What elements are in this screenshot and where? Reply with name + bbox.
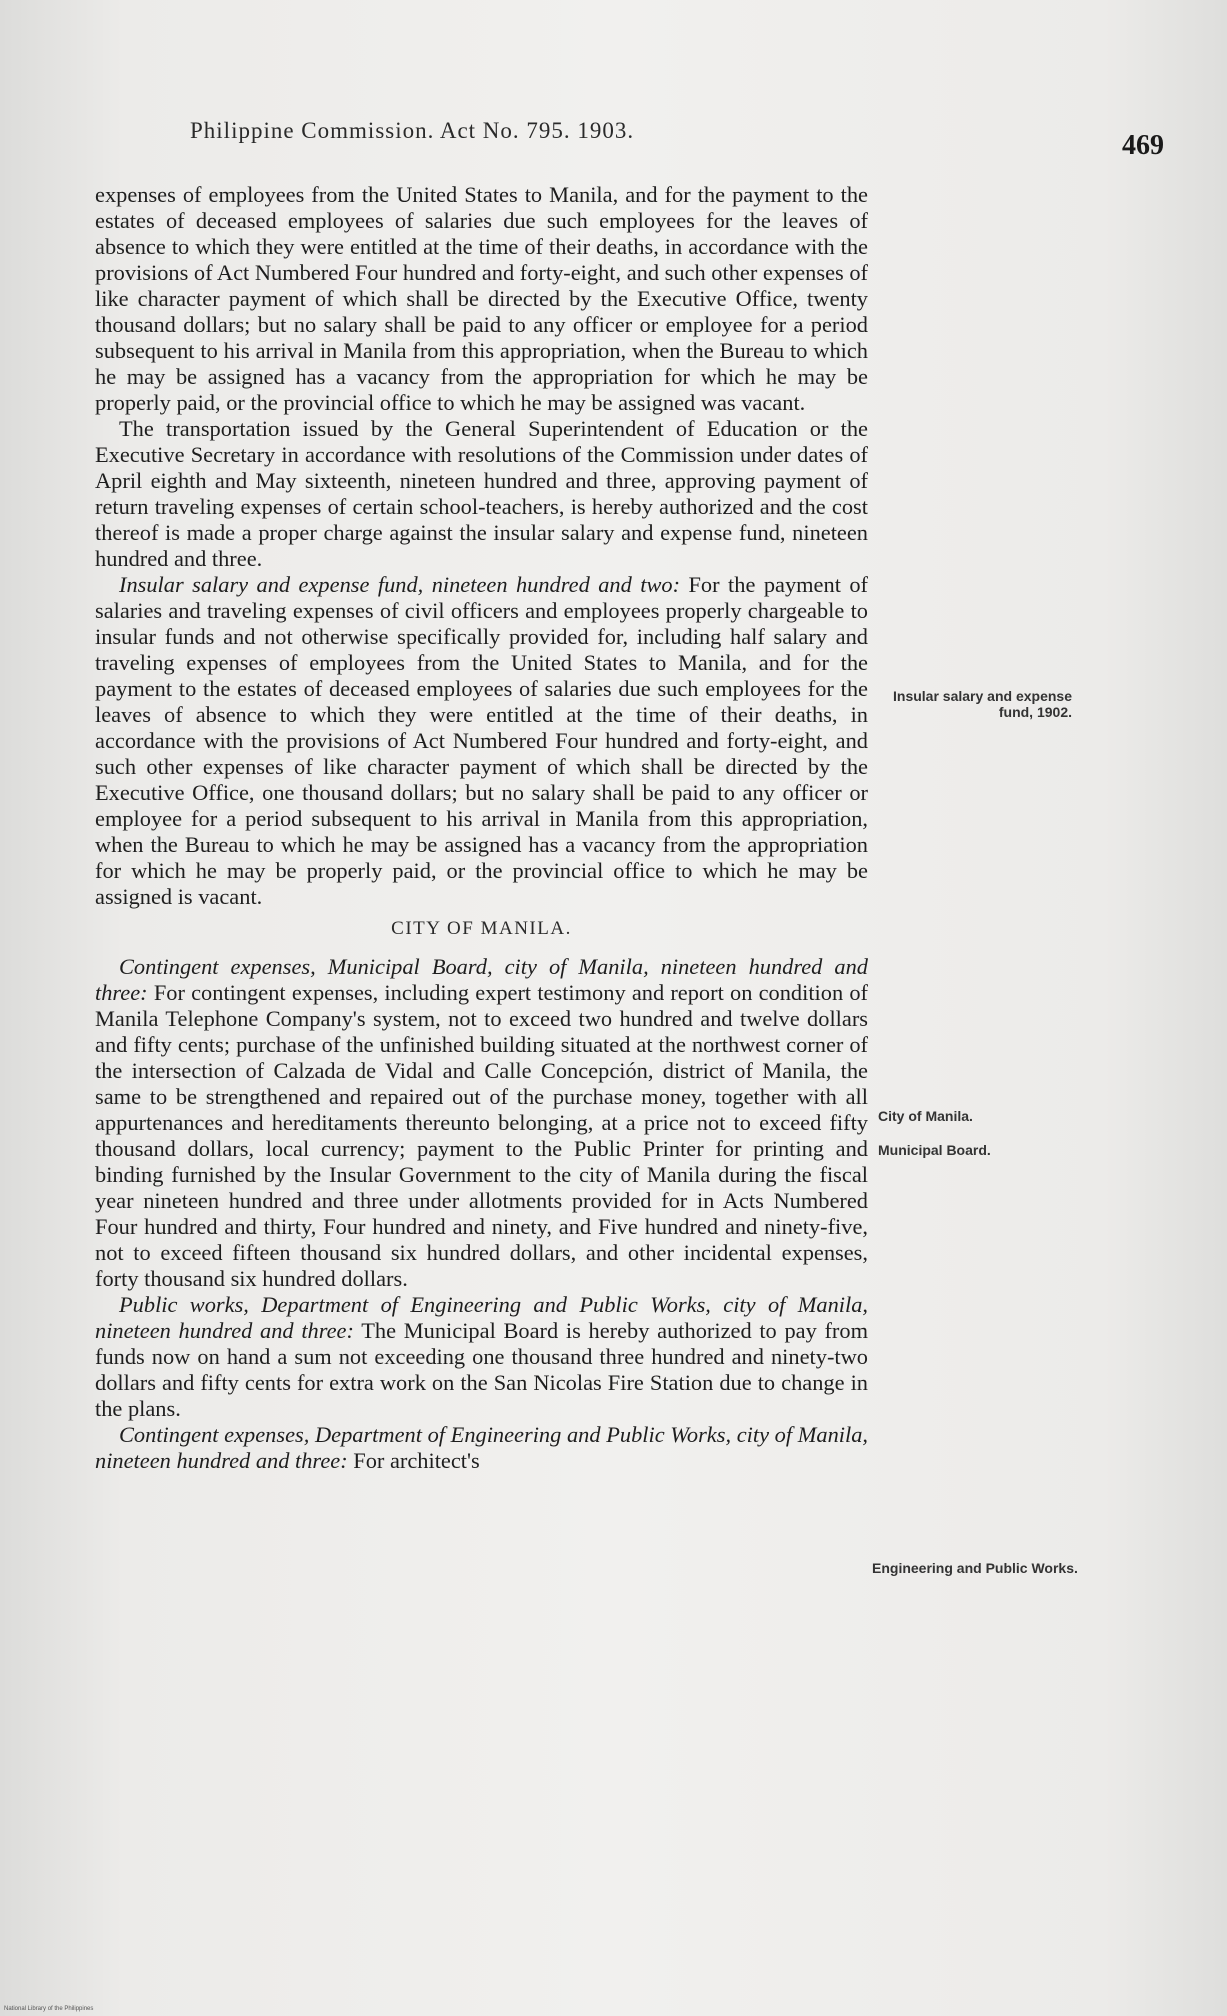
paragraph-5-text: The Municipal Board is hereby authorized to pay from funds now on hand a sum not exceeding one thousand three hundred and ninety-two dollars and fifty cents for extra work on the San Nicolas Fire Station due to change in the plans. [95,1318,868,1421]
sidenote-city-of-manila: City of Manila. [878,1108,973,1124]
paragraph-1 [95,182,868,416]
paragraph-6-italic-lead: Contingent expenses, Department of Engineering and Public Works, city of Manila, nineteen hundred and three: [95,1422,868,1473]
body-text [95,182,868,1474]
paragraph-6-text: For architect's [347,1448,480,1473]
running-head: Philippine Commission. Act No. 795. 1903. [190,118,635,143]
sidenote-municipal-board: Municipal Board. [878,1142,991,1158]
section-heading: CITY OF MANILA. [391,918,572,939]
paragraph-4-italic-lead: Contingent expenses, Municipal Board, city of Manila, nineteen hundred and three: [95,954,868,1005]
paragraph-5-italic-lead: Public works, Department of Engineering and Public Works, city of Manila, nineteen hundred and three: [95,1292,868,1343]
paragraph-3-text: For the payment of salaries and traveling expenses of civil officers and employees properly chargeable to insular funds and not otherwise specifically provided for, including half salary and traveling expenses of employees from the United States to Manila, and for the payment to the estates of deceased employees of salaries due such employees for the leaves of absence to which they were entitled at the time of their deaths, in accordance with the provisions of Act Numbered Four hundred and forty-eight, and such other expenses of like character payment of which shall be directed by the Executive Office, one thousand dollars; but no salary shall be paid to any officer or employee for a period subsequent to his arrival in Manila from this appropriation, when the Bureau to which he may be assigned has a vacancy from the appropriation for which he may be properly paid, or the provincial office to which he may be assigned is vacant. [95,572,869,909]
sidenote-insular-fund: Insular salary and expense fund, 1902. [893,688,1072,720]
sidenote-engineering: Engineering and Public Works. [872,1560,1078,1576]
paragraph-4 [95,954,868,1292]
footer-source: National Library of the Philippines [4,2006,94,2012]
paragraph-5 [95,1292,868,1422]
paragraph-3-italic-lead: Insular salary and expense fund, nineteen hundred and two: [119,572,681,597]
paragraph-6 [95,1422,868,1474]
paragraph-3 [95,572,868,910]
paragraph-2-text: The transportation issued by the General Superintendent of Education or the Executive Secretary in accordance with resolutions of the Commission under dates of April eighth and May sixteenth, nineteen hundred and three, approving payment of return traveling expenses of certain school-teachers, is hereby authorized and the cost thereof is made a proper charge against the insular salary and expense fund, nineteen hundred and three. [95,416,868,571]
paragraph-2 [95,416,868,572]
page-number: 469 [1122,130,1164,161]
paragraph-1-text: expenses of employees from the United States to Manila, and for the payment to the estates of deceased employees of salaries due such employees for the leaves of absence to which they were entitled at the time of their deaths, in accordance with the provisions of Act Numbered Four hundred and forty-eight, and such other expenses of like character payment of which shall be directed by the Executive Office, twenty thousand dollars; but no salary shall be paid to any officer or employee for a period subsequent to his arrival in Manila from this appropriation, when the Bureau to which he may be assigned has a vacancy from the appropriation for which he may be properly paid, or the provincial office to which he may be assigned was vacant. [95,182,868,415]
paragraph-4-text: For contingent expenses, including expert testimony and report on condition of Manila Telephone Company's system, not to exceed two hundred and twelve dollars and fifty cents; purchase of the unfinished building situated at the northwest corner of the intersection of Calzada de Vidal and Calle Concepción, district of Manila, the same to be strengthened and repaired out of the purchase money, together with all appurtenances and hereditaments thereunto belonging, at a price not to exceed fifty thousand dollars, local currency; payment to the Public Printer for printing and binding furnished by the Insular Government to the city of Manila during the fiscal year nineteen hundred and three under allotments provided for in Acts Numbered Four hundred and thirty, Four hundred and ninety, and Five hundred and ninety-five, not to exceed fifteen thousand six hundred dollars, and other incidental expenses, forty thousand six hundred dollars. [95,980,868,1291]
